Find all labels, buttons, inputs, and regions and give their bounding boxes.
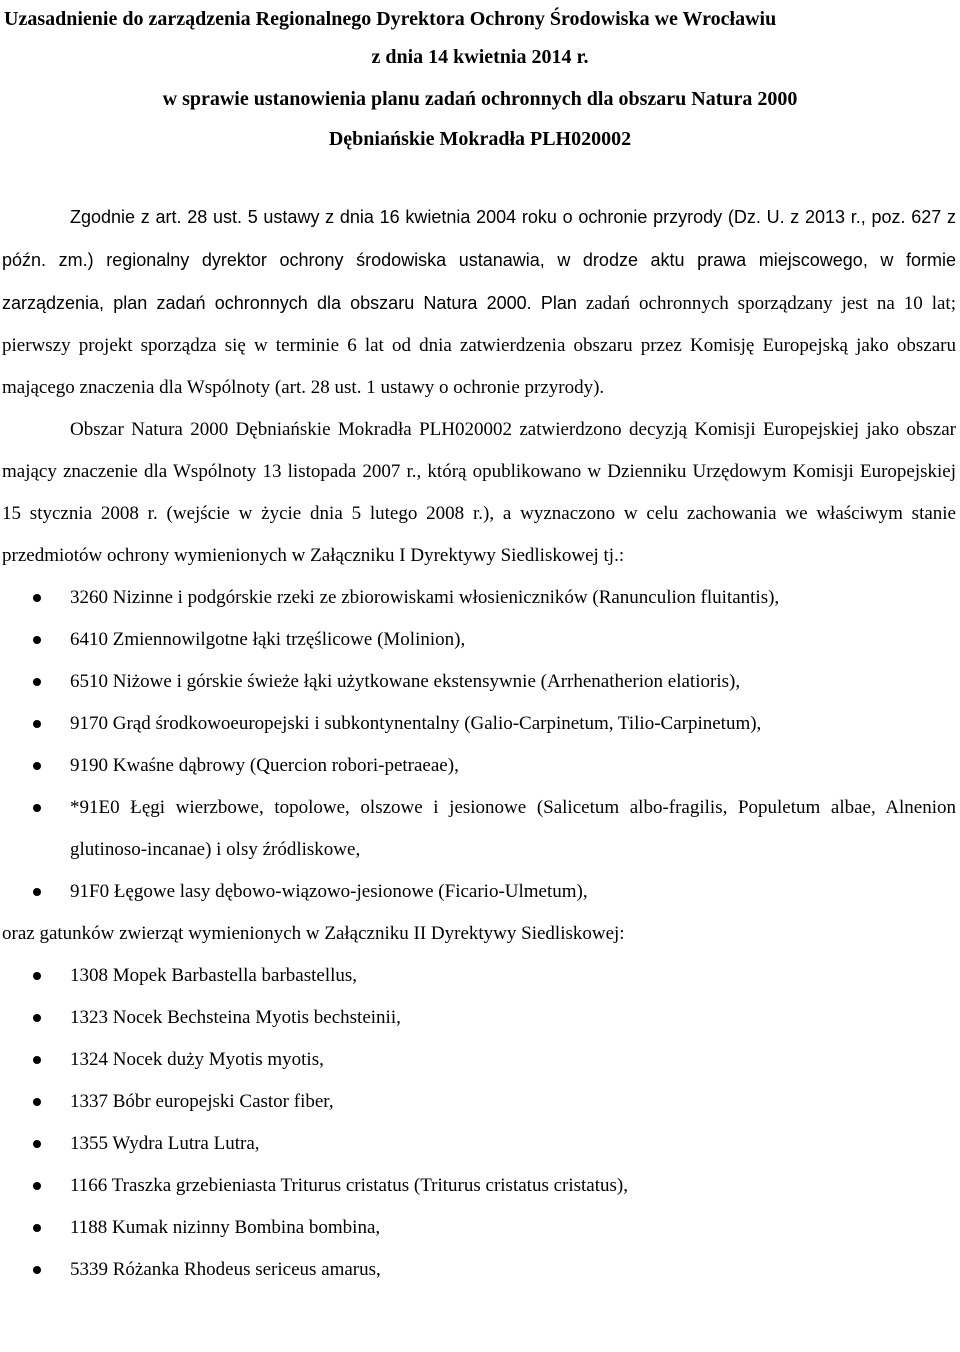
bullet-icon xyxy=(33,1014,41,1022)
list-item: 5339 Różanka Rhodeus sericeus amarus, xyxy=(2,1249,956,1291)
bullet-icon xyxy=(33,1182,41,1190)
species-intro: oraz gatunków zwierząt wymienionych w Załączniku II Dyrektywy Siedliskowej: xyxy=(2,923,625,944)
bullet-icon xyxy=(33,888,41,896)
list-item: 9170 Grąd środkowoeuropejski i subkontynentalny (Galio-Carpinetum, Tilio-Carpinetum), xyxy=(2,703,956,745)
bullet-icon xyxy=(33,804,41,812)
header-line-4: Dębniańskie Mokradła PLH020002 xyxy=(328,128,632,150)
list-item: 1324 Nocek duży Myotis myotis, xyxy=(2,1039,956,1081)
list-item: 6510 Niżowe i górskie świeże łąki użytkowane ekstensywnie (Arrhenatherion elatioris), xyxy=(2,661,956,703)
bullet-icon xyxy=(33,1140,41,1148)
paragraph-legal-basis xyxy=(2,196,956,409)
paragraph-area-approval: Obszar Natura 2000 Dębniańskie Mokradła PLH020002 zatwierdzono decyzją Komisji Europejskiej jako obszar mający znaczenie dla Wspólnoty 13 listopada 2007 r., którą opublikowano w Dzienniku Urzędowym Komisji Europejskiej 15 stycznia 2008 r. (wejście w życie dnia 5 lutego 2008 r.), a wyznaczono w celu zachowania we właściwym stanie przedmiotów ochrony wymienionych w Załączniku I Dyrektywy Siedliskowej tj.: xyxy=(2,419,956,566)
list-item: 3260 Nizinne i podgórskie rzeki ze zbiorowiskami włosieniczników (Ranunculion fluitantis), xyxy=(2,577,956,619)
list-item: 6410 Zmiennowilgotne łąki trzęślicowe (Molinion), xyxy=(2,619,956,661)
list-item: 1323 Nocek Bechsteina Myotis bechsteinii, xyxy=(2,997,956,1039)
list-item: 1188 Kumak nizinny Bombina bombina, xyxy=(2,1207,956,1249)
paragraph-legal-basis-part-a: Zgodnie z art. 28 ust. 5 ustawy z dnia 16 kwietnia 2004 roku o ochronie przyrody (Dz. U. z 2013 r., poz. 627 z późn. zm. xyxy=(2,207,956,270)
bullet-icon xyxy=(33,762,41,770)
paragraph-legal-basis-part-b: ) regionalny dyrektor ochrony środowiska ustanawia, w drodze aktu prawa miejscowego, w formie zarządzenia, plan zadań ochronnych dla obszaru Natura 2000. Plan xyxy=(2,250,956,313)
list-item: 1355 Wydra Lutra Lutra, xyxy=(2,1123,956,1165)
document-body xyxy=(2,196,956,1291)
paragraph-legal-basis-part-c: zadań ochronnych sporządzany jest na 10 lat; pierwszy projekt sporządza się w terminie 6 lat od dnia zatwierdzenia obszaru przez Komisję Europejską jako obszaru mającego znaczenia dla Wspólnoty (art. 28 ust. 1 ustawy o ochronie przyrody). xyxy=(2,293,956,398)
bullet-icon xyxy=(33,972,41,980)
habitats-list xyxy=(2,577,956,913)
bullet-icon xyxy=(33,1098,41,1106)
bullet-icon xyxy=(33,1056,41,1064)
list-item: 1166 Traszka grzebieniasta Triturus cristatus (Triturus cristatus cristatus), xyxy=(2,1165,956,1207)
list-item: *91E0 Łęgi wierzbowe, topolowe, olszowe i jesionowe (Salicetum albo-fragilis, Populetum albae, Alnenion glutinoso-incanae) i olsy źródliskowe, xyxy=(2,787,956,871)
list-item: 1337 Bóbr europejski Castor fiber, xyxy=(2,1081,956,1123)
header-line-3: w sprawie ustanowienia planu zadań ochronnych dla obszaru Natura 2000 xyxy=(162,88,798,110)
bullet-icon xyxy=(33,1224,41,1232)
list-item: 91F0 Łęgowe lasy dębowo-wiązowo-jesionowe (Ficario-Ulmetum), xyxy=(2,871,956,913)
list-item: 1308 Mopek Barbastella barbastellus, xyxy=(2,955,956,997)
bullet-icon xyxy=(33,594,41,602)
list-item: 9190 Kwaśne dąbrowy (Quercion robori-petraeae), xyxy=(2,745,956,787)
bullet-icon xyxy=(33,678,41,686)
bullet-icon xyxy=(33,1266,41,1274)
species-list xyxy=(2,955,956,1291)
header-line-2: z dnia 14 kwietnia 2014 r. xyxy=(371,46,589,68)
header-line-1: Uzasadnienie do zarządzenia Regionalnego Dyrektora Ochrony Środowiska we Wrocławiu xyxy=(4,8,777,30)
bullet-icon xyxy=(33,636,41,644)
bullet-icon xyxy=(33,720,41,728)
